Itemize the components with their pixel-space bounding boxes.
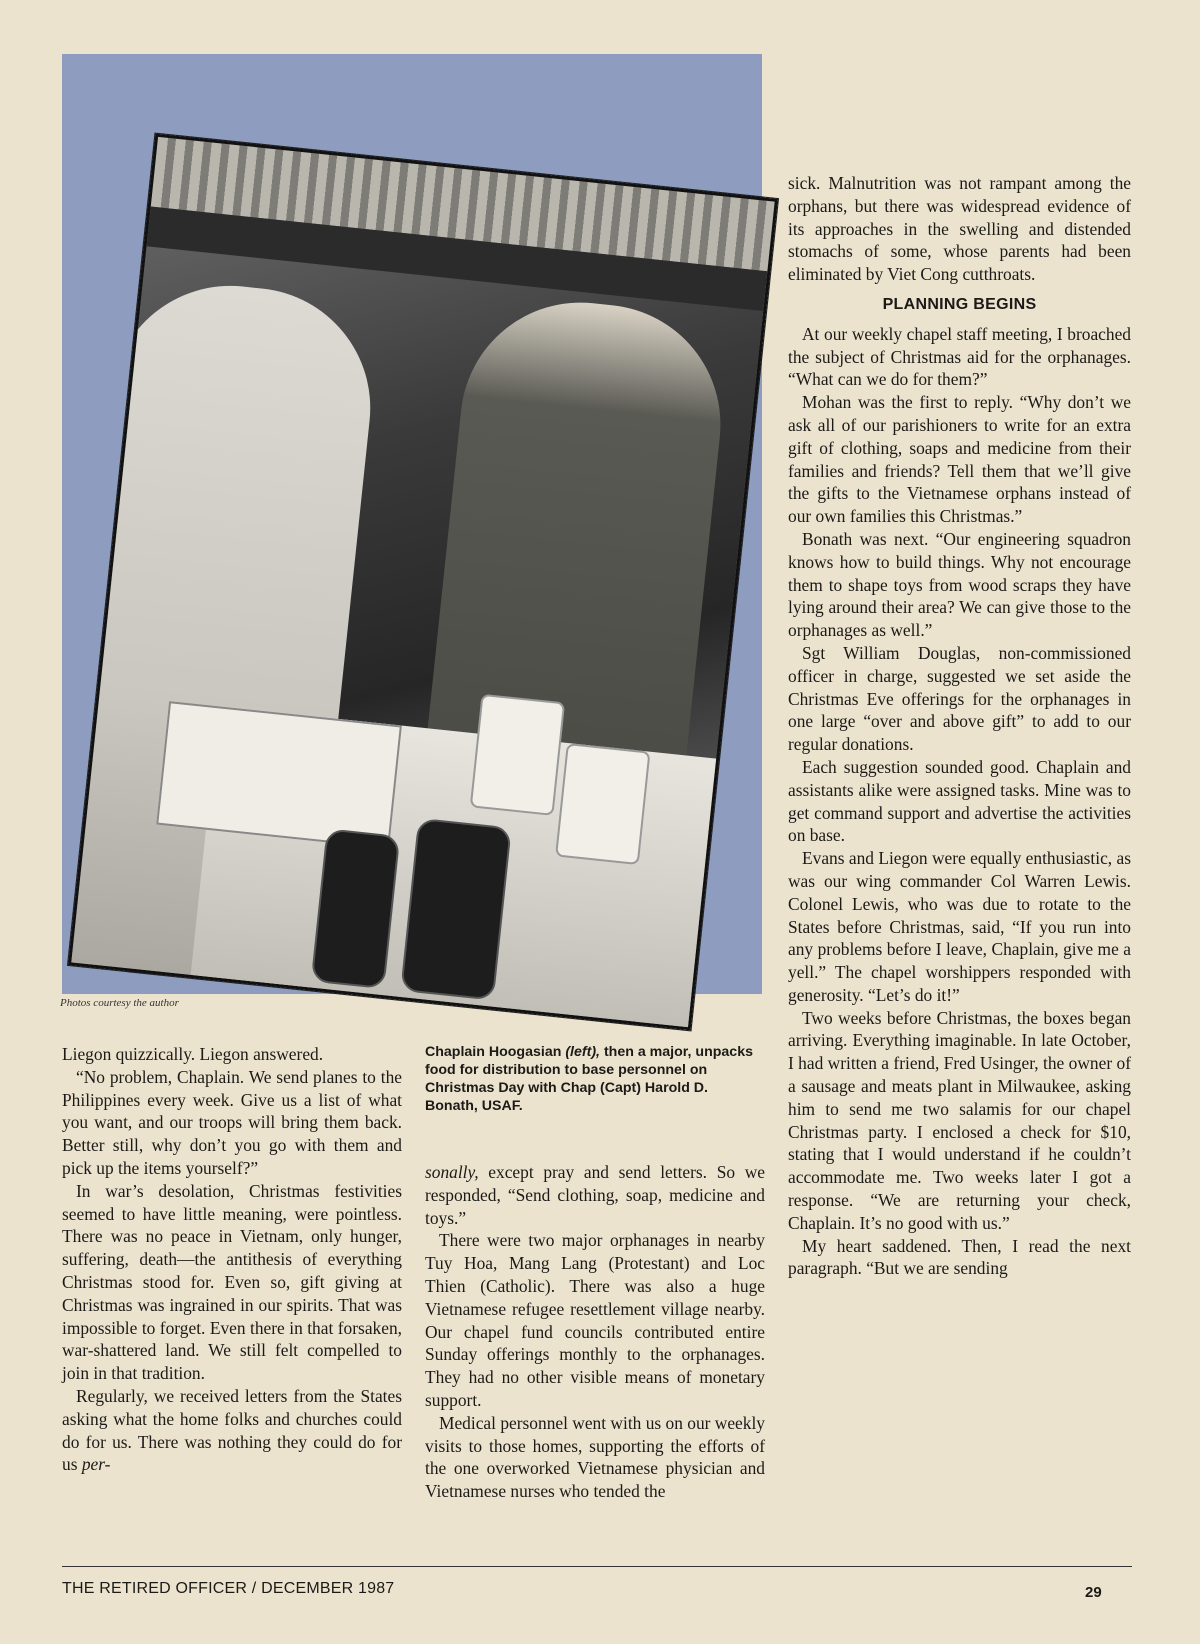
photo-person-right [424,291,733,796]
middle-column [425,1161,765,1503]
caption-rest: then a major, unpacks food for distribution to base personnel on Christmas Day with Chap (Capt) Harold D. Bonath, USAF. [425,1044,753,1114]
paragraph-italic: sonally, [425,1162,479,1182]
photo-caption [425,1043,755,1115]
paragraph: Medical personnel went with us on our weekly visits to those homes, supporting the efforts of the one overworked Vietnamese physician and Vietnamese nurses who tended the [425,1412,765,1502]
paragraph: Evans and Liegon were equally enthusiastic, as was our wing commander Col Warren Lewis. Colonel Lewis, who was due to rotate to the States before Christmas, said, “If you run into any problems before I leave, Chaplain, give me a yell.” The chapel worshippers responded with generosity. “Let’s do it!” [788,848,1131,1005]
right-column [788,172,1131,1280]
paragraph: At our weekly chapel staff meeting, I broached the subject of Christmas aid for the orphanages. “What can we do for them?” [788,323,1131,390]
paragraph: Mohan was the first to reply. “Why don’t we ask all of our parishioners to write for an extra gift of clothing, soaps and medicine from their families and friends? Tell them that we’ll give the gifts to the Vietnamese orphans instead of our own families this Christmas.” [788,392,1131,527]
photo-box [156,701,402,849]
caption-italic: (left), [565,1044,601,1060]
paragraph-text: Regularly, we received letters from the States asking what the home folks and churches could do for us. There was nothing they could do for us [62,1385,402,1475]
paragraph: sick. Malnutrition was not rampant among the orphans, but there was widespread evidence of its approaches in the swelling and distended stomachs of some, whose parents had been eliminated by Viet Cong cutthroats. [788,173,1131,285]
footer-publication: THE RETIRED OFFICER / DECEMBER 1987 [62,1580,395,1597]
paragraph: There were two major orphanages in nearby Tuy Hoa, Mang Lang (Protestant) and Loc Thien (Catholic). There was also a huge Vietnamese refugee resettlement village nearby. Our chapel fund councils contributed entire Sunday offerings monthly to the orphanages. They had no other visible means of monetary support. [425,1230,765,1410]
paragraph-italic: per- [81,1454,111,1475]
left-column [62,1043,402,1476]
section-heading: PLANNING BEGINS [882,295,1037,313]
photo-background [62,54,762,994]
paragraph: “No problem, Chaplain. We send planes to the Philippines every week. Give us a list of what you want, and our troops will bring them back. Better still, why don’t you go with them and pick up the items yourself?” [62,1066,402,1178]
photo-jar [400,818,512,1001]
paragraph: In war’s desolation, Christmas festivities seemed to have little meaning, were pointless. There was no peace in Vietnam, only hunger, suffering, death—the antithesis of everything Christmas stood for. Even so, gift giving at Christmas was ingrained in our spirits. That was impossible to forget. Even there in that forsaken, war-shattered land. We still felt compelled to join in that tradition. [62,1180,402,1384]
footer-rule [62,1566,1132,1567]
paragraph: Bonath was next. “Our engineering squadron knows how to build things. Why not encourage them to shape toys from wood scraps they have lying around their area? We can give those to the orphanages as well.” [788,528,1131,641]
photo [68,134,778,1031]
paragraph-text: except pray and send letters. So we responded, “Send clothing, soap, medicine and toys.” [425,1162,765,1228]
paragraph [425,1161,765,1229]
paragraph: Each suggestion sounded good. Chaplain and assistants alike were assigned tasks. Mine was to get command support and advertise the activities on base. [788,756,1131,846]
paragraph: Sgt William Douglas, non-commissioned officer in charge, suggested we set aside the Christmas Eve offerings for the orphanages in one large “over and above gift” to add to our regular donations. [788,642,1131,755]
page-number: 29 [1085,1584,1102,1601]
paragraph: Liegon quizzically. Liegon answered. [62,1044,324,1064]
paragraph [62,1385,402,1476]
photo-credit: Photos courtesy the author [60,997,179,1009]
photo-can [555,743,650,865]
paragraph: My heart saddened. Then, I read the next paragraph. “But we are sending [788,1235,1131,1279]
caption-prefix: Chaplain Hoogasian [425,1044,566,1060]
paragraph: Two weeks before Christmas, the boxes began arriving. Everything imaginable. In late October, I had written a friend, Fred Usinger, the owner of a sausage and meats plant in Milwaukee, asking him to send me two salamis for our chapel Christmas party. I enclosed a check for $10, stating that I would understand if he couldn’t accommodate me. Two weeks later I got a response. “We are returning your check, Chaplain. It’s no good with us.” [788,1007,1131,1233]
photo-can [470,694,565,816]
